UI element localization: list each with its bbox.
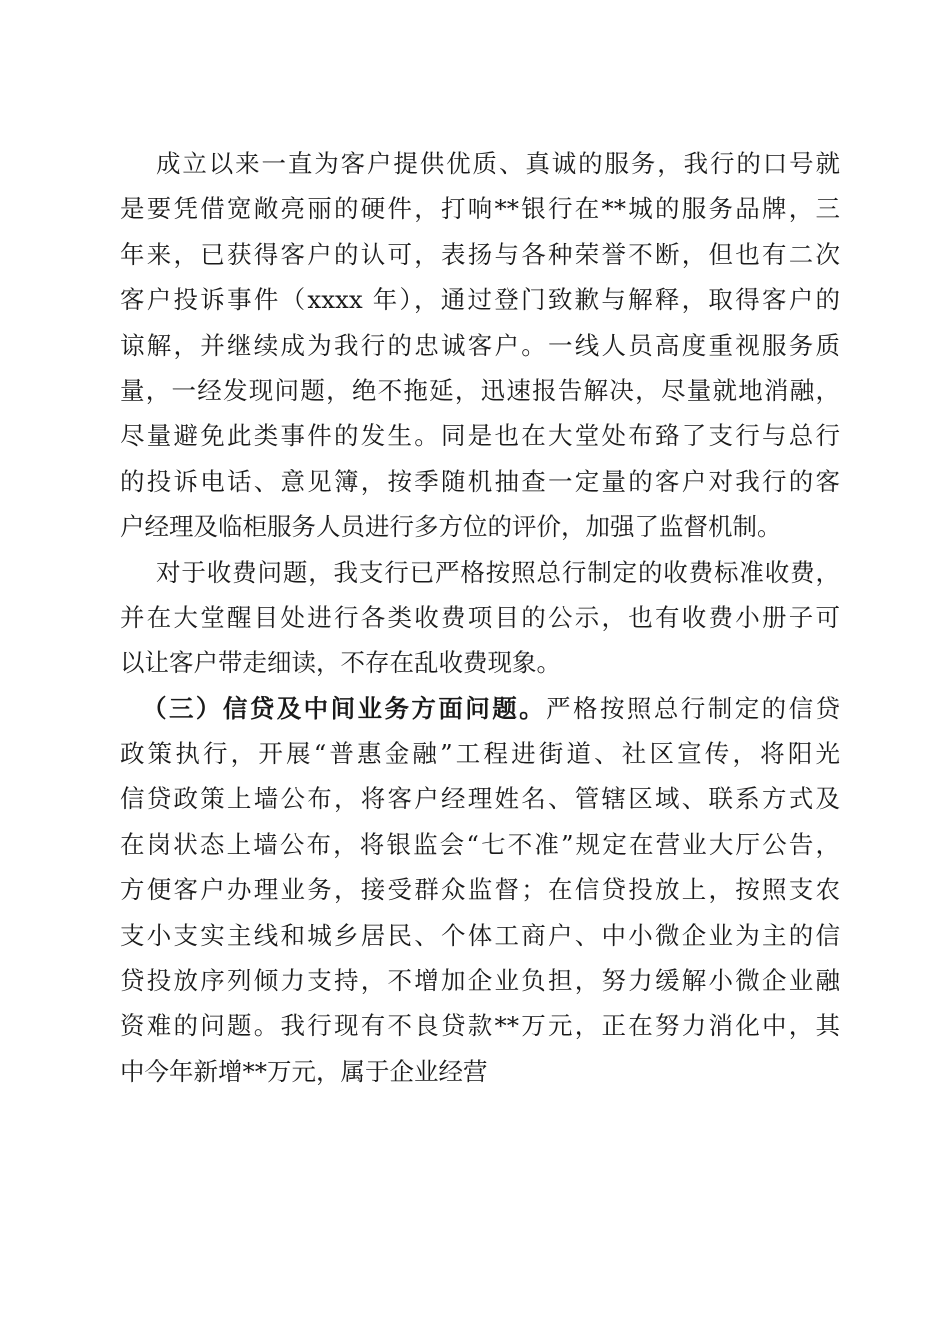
section-heading: （三）信贷及中间业务方面问题。 xyxy=(142,693,547,723)
document-body xyxy=(120,141,840,1094)
paragraph-line: 成立以来一直为客户提供优质、真诚的服务，我行的口号就 xyxy=(156,149,840,178)
paragraph-line: 的投诉电话、意见簿，按季随机抽查一定量的客户对我行的客 xyxy=(120,466,840,496)
paragraph-line: 年来，已获得客户的认可，表扬与各种荣誉不断，但也有二次 xyxy=(120,239,840,269)
paragraph-line: 中今年新增**万元，属于企业经营 xyxy=(120,1056,488,1086)
paragraph-line: 信贷政策上墙公布，将客户经理姓名、管辖区域、联系方式及 xyxy=(120,784,840,814)
paragraph-line: 贷投放序列倾力支持，不增加企业负担，努力缓解小微企业融 xyxy=(120,966,840,996)
paragraph-line: 户经理及临柜服务人员进行多方位的评价，加强了监督机制。 xyxy=(120,512,782,542)
paragraph-line: 尽量避免此类事件的发生。同是也在大堂处布臵了支行与总行 xyxy=(120,421,840,451)
paragraph-line: 政策执行，开展“普惠金融”工程进街道、社区宣传，将阳光 xyxy=(120,739,840,769)
paragraph-line: 客户投诉事件（xxxx 年），通过登门致歉与解释，取得客户的 xyxy=(120,285,840,315)
paragraph-line: 谅解，并继续成为我行的忠诚客户。一线人员高度重视服务质 xyxy=(120,330,840,360)
paragraph-line: 是要凭借宽敞亮丽的硬件，打响**银行在**城的服务品牌，三 xyxy=(120,194,840,224)
paragraph-line: 方便客户办理业务，接受群众监督；在信贷投放上，按照支农 xyxy=(120,875,840,905)
paragraph-line: 量，一经发现问题，绝不拖延，迅速报告解决，尽量就地消融， xyxy=(120,375,840,405)
paragraph-line: 资难的问题。我行现有不良贷款**万元，正在努力消化中，其 xyxy=(120,1011,840,1041)
paragraph-line: 在岗状态上墙公布，将银监会“七不准”规定在营业大厅公告， xyxy=(120,829,840,859)
paragraph-line: 对于收费问题，我支行已严格按照总行制定的收费标准收费， xyxy=(156,557,840,587)
paragraph-line: 支小支实主线和城乡居民、个体工商户、中小微企业为主的信 xyxy=(120,920,840,950)
paragraph-text: 严格按照总行制定的信贷 xyxy=(546,693,841,723)
section-heading-line xyxy=(120,686,840,731)
paragraph-line: 以让客户带走细读，不存在乱收费现象。 xyxy=(120,648,561,678)
paragraph-line: 并在大堂醒目处进行各类收费项目的公示，也有收费小册子可 xyxy=(120,602,840,632)
